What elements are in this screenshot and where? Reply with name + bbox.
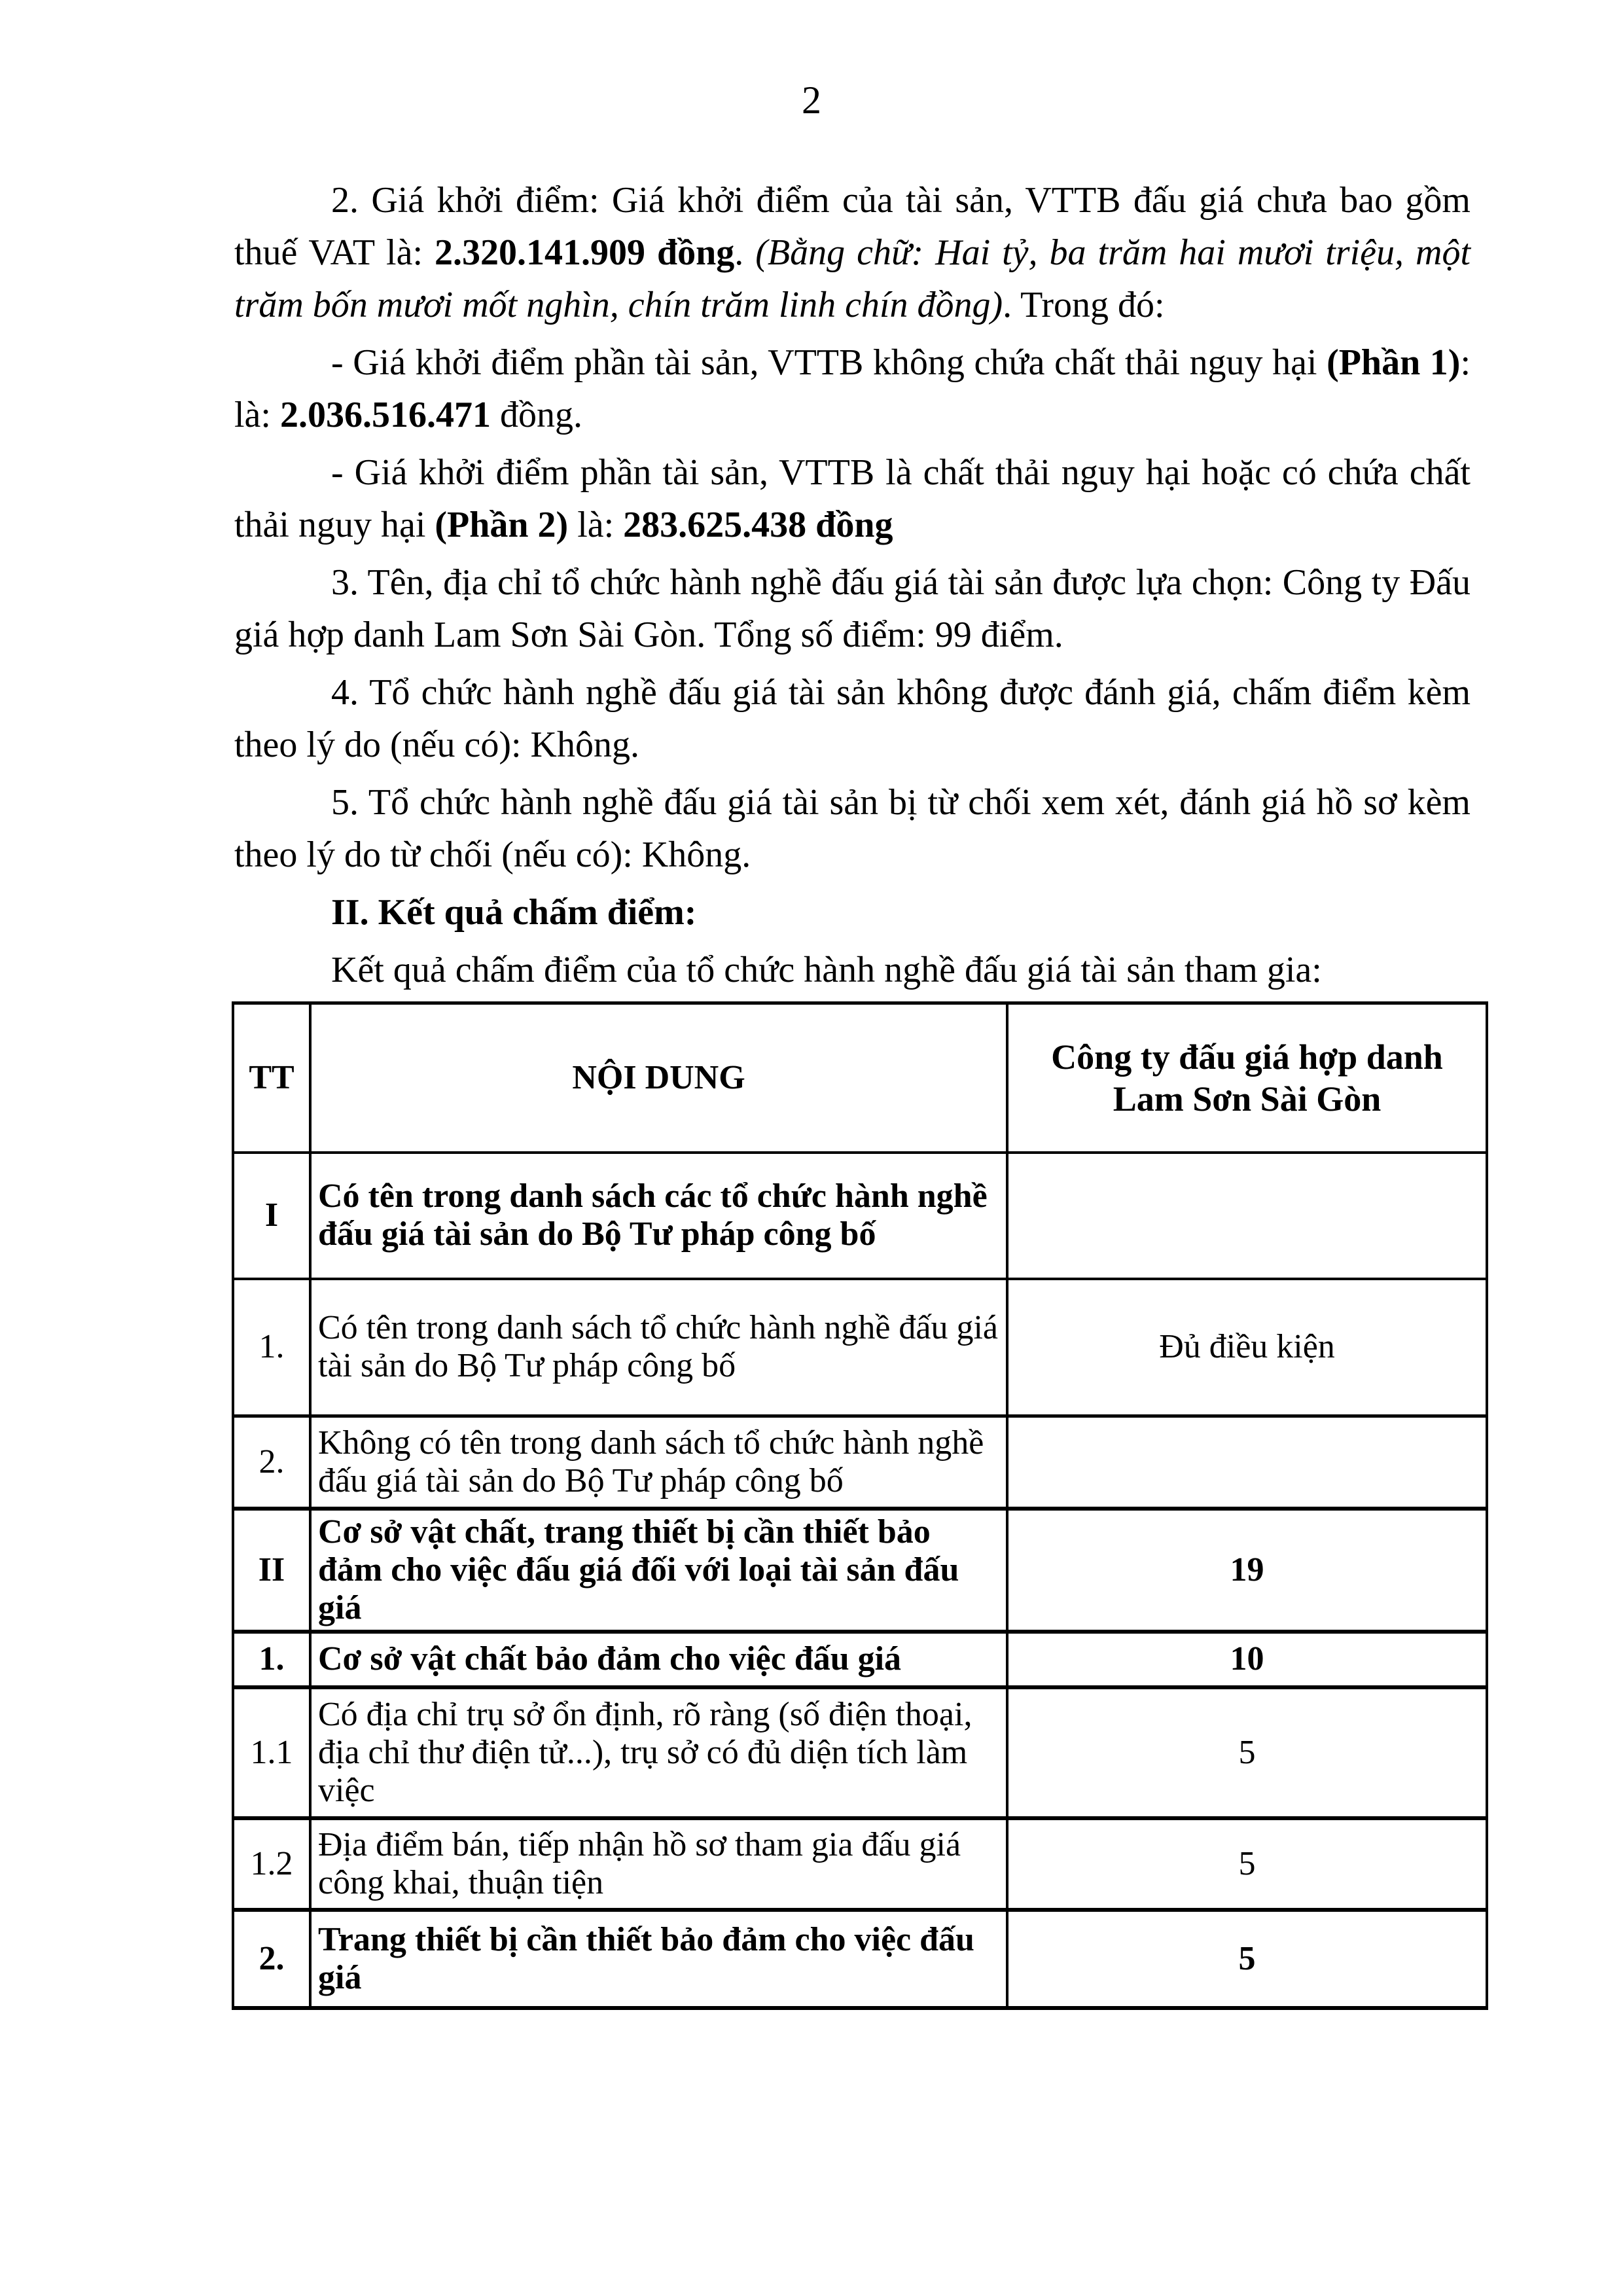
part1-amount: 2.036.516.471 [279, 395, 491, 435]
text-run: đồng. [490, 395, 582, 435]
text-run: . Trong đó: [1003, 285, 1165, 325]
table-row-1-1 [233, 1687, 1487, 1818]
price-in-words: (Bằng chữ: Hai tỷ, ba trăm hai mươi triệu, một trăm bốn mươi mốt nghìn, chín trăm linh chín đồng) [234, 232, 1471, 325]
heading-scoring-result: II. Kết quả chấm điểm: [331, 892, 697, 933]
cell-content: Có tên trong danh sách tổ chức hành nghề đấu giá tài sản do Bộ Tư pháp công bố [310, 1279, 1007, 1416]
cell-score [1007, 1153, 1487, 1279]
table-row-II-1 [233, 1632, 1487, 1687]
cell-content: Không có tên trong danh sách tổ chức hành nghề đấu giá tài sản do Bộ Tư pháp công bố [310, 1416, 1007, 1509]
cell-tt: 1.2 [233, 1818, 310, 1910]
para-starting-price [234, 174, 1471, 331]
header-cell-company: Công ty đấu giá hợp danh Lam Sơn Sài Gòn [1007, 1003, 1487, 1153]
header-cell-content: NỘI DUNG [310, 1003, 1007, 1153]
cell-tt: 1. [233, 1632, 310, 1687]
cell-score: 5 [1007, 1910, 1487, 2008]
text-run: 2. Giá khởi điểm: Giá khởi điểm của tài sản, VTTB đấu giá chưa bao gồm thuế VAT là: [234, 180, 1471, 273]
text-run: - Giá khởi điểm phần tài sản, VTTB không chứa chất thải nguy hại [331, 342, 1327, 383]
page-number: 2 [802, 79, 821, 122]
table-row-II [233, 1509, 1487, 1632]
document-body [234, 174, 1471, 996]
cell-content: Cơ sở vật chất bảo đảm cho việc đấu giá [310, 1632, 1007, 1687]
cell-score: 19 [1007, 1509, 1487, 1632]
para-selected-org: 3. Tên, địa chỉ tổ chức hành nghề đấu giá tài sản được lựa chọn: Công ty Đấu giá hợp danh Lam Sơn Sài Gòn. Tổng số điểm: 99 điểm. [234, 562, 1471, 655]
table-header-row [233, 1003, 1487, 1153]
table-row-1-2 [233, 1818, 1487, 1910]
cell-score: 10 [1007, 1632, 1487, 1687]
para-not-evaluated: 4. Tổ chức hành nghề đấu giá tài sản không được đánh giá, chấm điểm kèm theo lý do (nếu có): Không. [234, 672, 1471, 765]
part1-label: (Phần 1) [1327, 342, 1461, 383]
scoring-table [232, 1001, 1488, 2010]
cell-tt: I [233, 1153, 310, 1279]
text-run: - Giá khởi điểm phần tài sản, VTTB là chất thải nguy hại hoặc có chứa chất thải nguy hại [234, 452, 1471, 545]
part2-label: (Phần 2) [435, 505, 569, 545]
cell-score: 5 [1007, 1687, 1487, 1818]
para-part1-price [234, 336, 1471, 441]
cell-tt: 2. [233, 1910, 310, 2008]
cell-content: Trang thiết bị cần thiết bảo đảm cho việc đấu giá [310, 1910, 1007, 2008]
text-run: : là: [234, 342, 1471, 435]
cell-score: Đủ điều kiện [1007, 1279, 1487, 1416]
para-part2-price [234, 446, 1471, 551]
text-run: . [734, 232, 756, 273]
para-scoring-intro: Kết quả chấm điểm của tổ chức hành nghề đấu giá tài sản tham gia: [331, 950, 1322, 990]
cell-content: Cơ sở vật chất, trang thiết bị cần thiết bảo đảm cho việc đấu giá đối với loại tài sản đấu giá [310, 1509, 1007, 1632]
table-row-1 [233, 1279, 1487, 1416]
cell-tt: II [233, 1509, 310, 1632]
cell-score: 5 [1007, 1818, 1487, 1910]
cell-score [1007, 1416, 1487, 1509]
table-row-II-2 [233, 1910, 1487, 2008]
cell-content: Có địa chỉ trụ sở ổn định, rõ ràng (số điện thoại, địa chỉ thư điện tử...), trụ sở có đủ diện tích làm việc [310, 1687, 1007, 1818]
table-row-2 [233, 1416, 1487, 1509]
total-price-amount: 2.320.141.909 đồng [434, 232, 735, 273]
cell-tt: 1.1 [233, 1687, 310, 1818]
cell-content: Có tên trong danh sách các tổ chức hành nghề đấu giá tài sản do Bộ Tư pháp công bố [310, 1153, 1007, 1279]
cell-tt: 1. [233, 1279, 310, 1416]
cell-tt: 2. [233, 1416, 310, 1509]
header-cell-tt: TT [233, 1003, 310, 1153]
table-row-I [233, 1153, 1487, 1279]
text-run: là: [568, 505, 624, 545]
para-refused-review: 5. Tổ chức hành nghề đấu giá tài sản bị từ chối xem xét, đánh giá hồ sơ kèm theo lý do từ chối (nếu có): Không. [234, 782, 1471, 875]
part2-amount: 283.625.438 đồng [623, 505, 893, 545]
cell-content: Địa điểm bán, tiếp nhận hồ sơ tham gia đấu giá công khai, thuận tiện [310, 1818, 1007, 1910]
